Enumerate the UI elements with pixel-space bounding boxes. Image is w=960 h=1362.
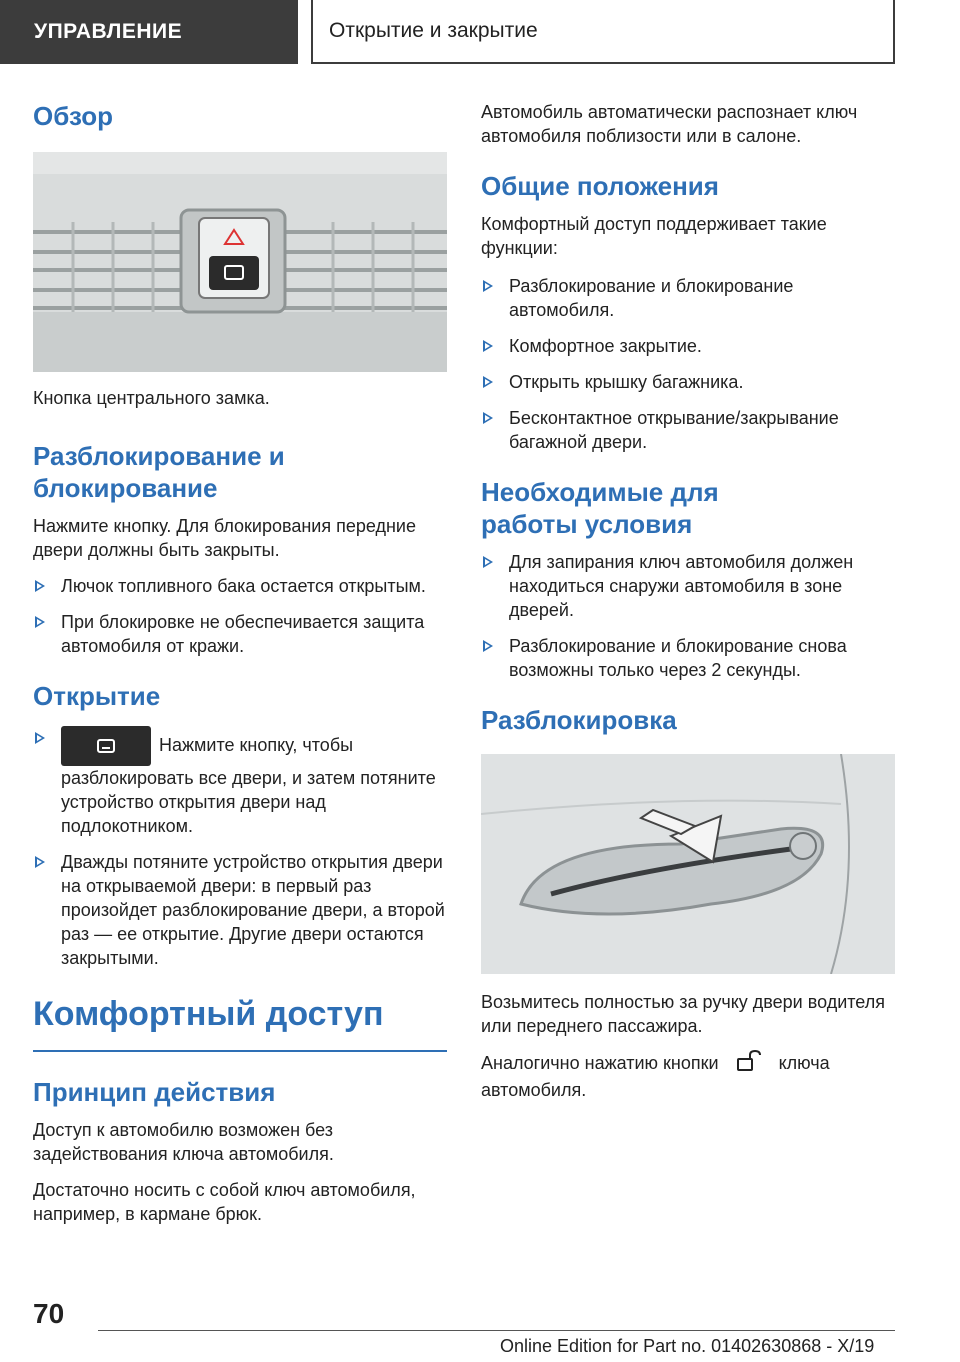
unlock-key-paragraph: Аналогично нажатию кнопки ключа автомобиля. <box>481 1050 895 1102</box>
intro-paragraph: Автомобиль автоматически распознает ключ автомобиля поблизости или в салоне. <box>481 102 858 146</box>
central-lock-button-figure <box>33 152 447 372</box>
unlock-paragraph: Возьмитесь полностью за ручку двери водителя или переднего пассажира. <box>481 992 885 1036</box>
door-handle-figure <box>481 754 895 974</box>
page-number: 70 <box>33 1298 65 1329</box>
list-item: Дважды потяните устройство открытия двери на открываемой двери: в первый раз произойдет разблокирование двери, а второй раз — ее открытие. Другие двери остаются закрытыми. <box>33 850 447 970</box>
door-unlock-button-icon <box>61 726 151 766</box>
list-item: Бесконтактное открывание/закрывание багажной двери. <box>481 406 895 454</box>
list-item: При блокировке не обеспечивается защита автомобиля от кражи. <box>33 610 447 658</box>
list-item: Открыть крышку багажника. <box>481 370 895 394</box>
door-handle-illustration <box>481 754 895 974</box>
chapter-header: Открытие и закрытие <box>311 0 895 64</box>
bullet-triangle-icon <box>483 340 493 352</box>
bullet-triangle-icon <box>483 556 493 568</box>
bullet-triangle-icon <box>483 280 493 292</box>
bullet-triangle-icon <box>483 376 493 388</box>
bullet-triangle-icon <box>35 732 45 744</box>
conditions-heading: Необходимые для работы условия <box>481 477 719 539</box>
bullet-triangle-icon <box>483 640 493 652</box>
general-heading: Общие положения <box>481 171 719 201</box>
right-column <box>481 100 895 1114</box>
list-item: Разблокирование и блокирование автомобиля. <box>481 274 895 322</box>
central-lock-illustration <box>33 152 447 372</box>
lock-paragraph: Нажмите кнопку. Для блокирования передние двери должны быть закрыты. <box>33 516 417 560</box>
open-bullet-list <box>33 726 447 970</box>
general-bullet-list <box>481 274 895 454</box>
principle-paragraph-1: Доступ к автомобилю возможен без задействования ключа автомобиля. <box>33 1120 334 1164</box>
comfort-access-heading: Комфортный доступ <box>33 995 384 1033</box>
left-column <box>33 100 447 1238</box>
list-item: Комфортное закрытие. <box>481 334 895 358</box>
section-header: УПРАВЛЕНИЕ <box>0 0 298 64</box>
lock-heading: Разблокирование и блокирование <box>33 441 285 503</box>
bullet-triangle-icon <box>35 856 45 868</box>
principle-paragraph-2: Достаточно носить с собой ключ автомобиля, например, в кармане брюк. <box>33 1180 416 1224</box>
unlock-padlock-icon <box>734 1050 764 1078</box>
list-item: Лючок топливного бака остается открытым. <box>33 574 447 598</box>
heading-rule <box>33 1050 447 1052</box>
list-item: Нажмите кнопку, чтобы разблокировать все двери, и затем потяните устройство открытия двери над подлокотником. <box>33 726 447 838</box>
unlock-heading: Разблокировка <box>481 705 677 735</box>
general-paragraph: Комфортный доступ поддерживает такие функции: <box>481 214 827 258</box>
list-item: Разблокирование и блокирование снова возможны только через 2 секунды. <box>481 634 895 682</box>
open-heading: Открытие <box>33 681 161 711</box>
principle-heading: Принцип действия <box>33 1077 276 1107</box>
overview-heading: Обзор <box>33 101 113 131</box>
bullet-triangle-icon <box>35 580 45 592</box>
conditions-bullet-list <box>481 550 895 682</box>
bullet-triangle-icon <box>483 412 493 424</box>
bullet-triangle-icon <box>35 616 45 628</box>
footer-rule <box>98 1330 895 1331</box>
lock-bullet-list <box>33 574 447 658</box>
list-item: Для запирания ключ автомобиля должен находиться снаружи автомобиля в зоне дверей. <box>481 550 895 622</box>
edition-footer: Online Edition for Part no. 01402630868 - X/19 <box>500 1336 875 1356</box>
overview-caption: Кнопка центрального замка. <box>33 388 270 408</box>
